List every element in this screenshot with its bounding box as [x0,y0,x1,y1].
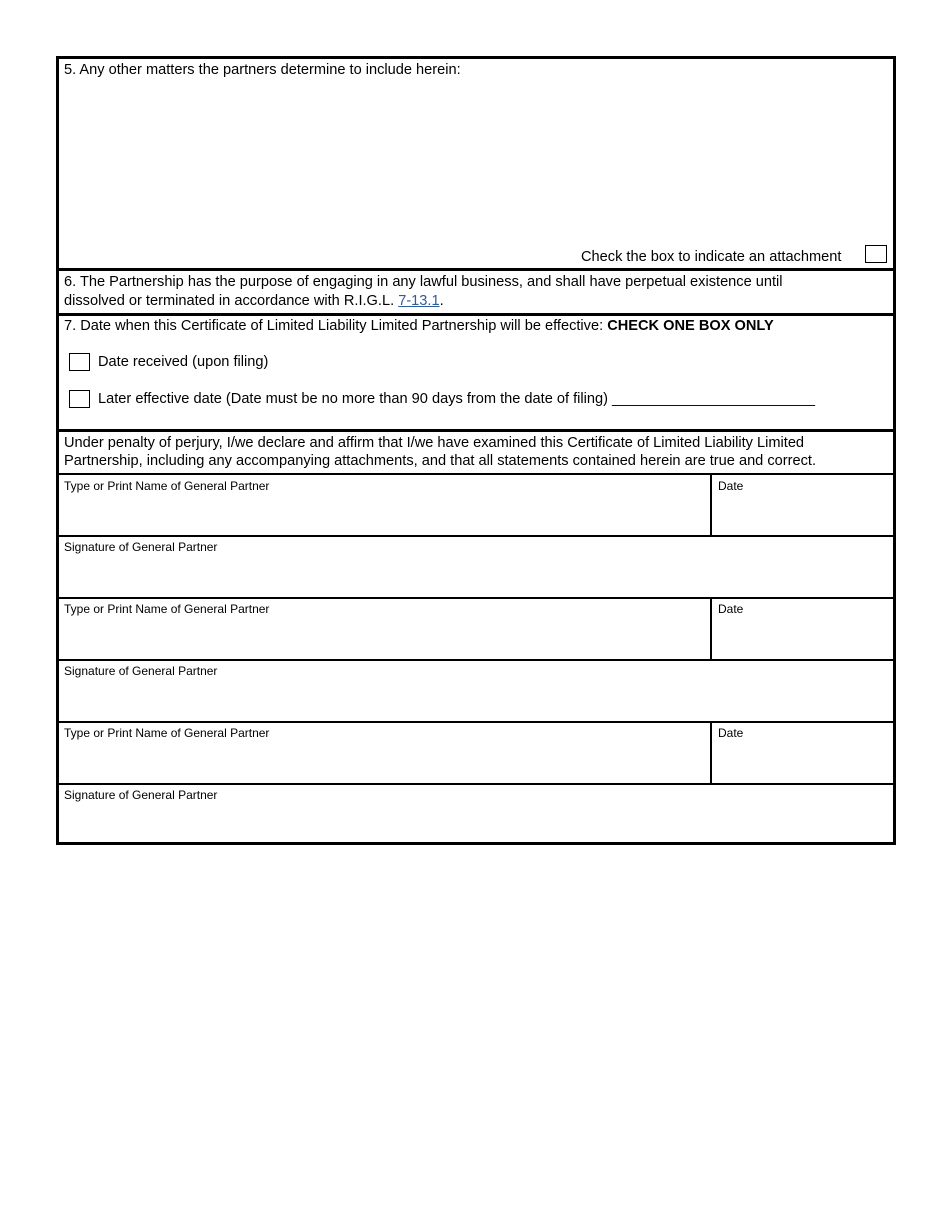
partner-3-name-row [59,723,893,783]
date-label: Date [718,479,744,493]
section-6-line-2-text: dissolved or terminated in accordance with R.I.G.L. [64,293,399,309]
later-date-checkbox[interactable] [69,390,90,408]
name-label: Type or Print Name of General Partner [64,726,270,740]
certificate-form-page [56,56,896,845]
declaration-line-2: Partnership, including any accompanying attachments, and that all statements contained herein are true and correct. [64,453,817,469]
partner-3-name-field[interactable] [59,723,710,783]
later-date-label [98,390,815,409]
later-date-blank[interactable]: _________________________ [612,391,815,407]
other-matters-field[interactable] [64,85,888,235]
signature-label: Signature of General Partner [64,540,218,554]
declaration-section [59,432,893,473]
section-5-label: 5. Any other matters the partners determine to include herein: [64,62,461,78]
section-6-period: . [439,293,444,309]
signature-label: Signature of General Partner [64,788,218,802]
section-7-label-text: 7. Date when this Certificate of Limited Liability Limited Partnership will be effective: [64,318,608,334]
name-label: Type or Print Name of General Partner [64,479,270,493]
partner-3-date-field[interactable] [712,723,893,783]
section-6-purpose [59,271,893,313]
section-5-other-matters [59,59,893,268]
date-received-checkbox[interactable] [69,353,90,371]
check-one-instruction: CHECK ONE BOX ONLY [607,318,774,334]
name-label: Type or Print Name of General Partner [64,602,270,616]
partner-1-signature-field[interactable] [59,537,893,597]
partner-2-date-field[interactable] [712,599,893,659]
date-received-label: Date received (upon filing) [98,354,269,370]
section-6-line-1: 6. The Partnership has the purpose of engaging in any lawful business, and shall have perpetual existence until [64,274,783,290]
partner-3-signature-field[interactable] [59,785,893,842]
statute-link[interactable]: 7-13.1 [398,293,440,309]
partner-2-name-field[interactable] [59,599,710,659]
attachment-checkbox[interactable] [865,245,887,263]
declaration-line-1: Under penalty of perjury, I/we declare and affirm that I/we have examined this Certificate of Limited Liability Limited [64,435,805,451]
partner-1-name-field[interactable] [59,475,710,535]
attachment-label: Check the box to indicate an attachment [581,249,842,265]
date-label: Date [718,726,744,740]
partner-2-signature-row [59,661,893,721]
partner-1-name-row [59,475,893,535]
section-7-label [64,317,774,336]
date-label: Date [718,602,744,616]
signature-label: Signature of General Partner [64,664,218,678]
later-date-label-text: Later effective date (Date must be no more than 90 days from the date of filing) [98,391,608,407]
partner-1-signature-row [59,537,893,597]
section-6-line-2 [64,292,444,311]
partner-1-date-field[interactable] [712,475,893,535]
partner-3-signature-row [59,785,893,842]
partner-2-name-row [59,599,893,659]
partner-2-signature-field[interactable] [59,661,893,721]
section-7-effective-date [59,316,893,429]
